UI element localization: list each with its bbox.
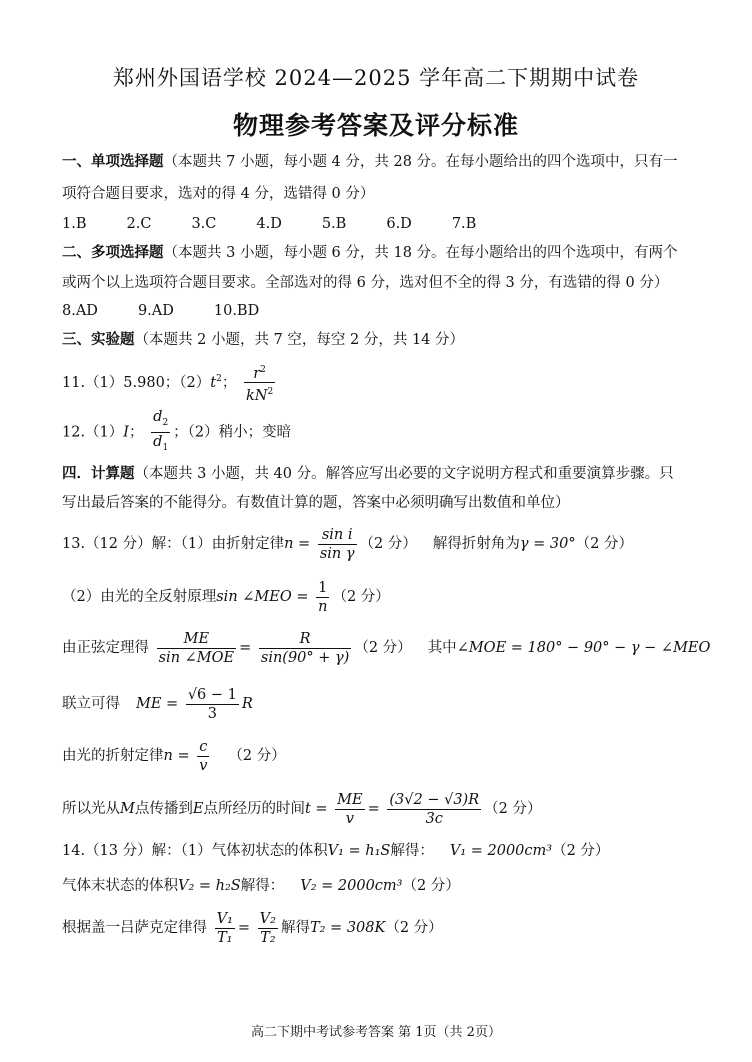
sec2-desc-line2: 或两个以上选项符合题目要求。全部选对的得 6 分，选对但不全的得 3 分，有选错的得 0 分）: [62, 275, 669, 291]
q13-line2: （2）由光的全反射原理sin ∠MEO = $\frac{1}{n}$ （2 分）: [62, 579, 390, 615]
q12-fraction: $\frac{d_2}{d_1}$: [153, 409, 169, 453]
answer-6: 6.D: [386, 216, 412, 232]
sec4-desc-line2: 写出最后答案的不能得分。有数值计算的题，答案中必须明确写出数值和单位）: [62, 495, 570, 511]
q13-line4: 联立可得 ME = $\frac{√6 - 1}{3}$ R: [62, 686, 253, 722]
q11-answer: 11.（1）5.980；$(2)t^2$； $\frac{r^2}{kN^2}$: [62, 357, 278, 405]
page-footer: 高二下期中考试参考答案 第 1页（共 2页）: [251, 1025, 501, 1040]
answer-10: 10.BD: [213, 303, 260, 319]
sec4-desc-line1: 四．计算题（本题共 3 小题，共 40 分。解答应写出必要的文字说明方程式和重要演算步骤。只: [62, 466, 674, 482]
q13-line3: 由正弦定理得 $\frac{ME}{\text{sin ∠MOE}}$ = $\frac{R}{\sin(90^\circ + \gamma)}$ （2 分） 其中∠MOE = 180° − 90° − γ − ∠MEO: [62, 630, 711, 666]
answer-9: 9.AD: [137, 303, 174, 319]
sec3-heading: 三、实验题: [62, 332, 135, 348]
q14-line3: 根据盖一吕萨克定律得 $\frac{\text{V₁}}{\text{T₁}}$ = $\frac{\text{V₂}}{\text{T₂}}$ 解得T₂ = 308K（2 分）: [62, 910, 443, 946]
answer-1: 1.B: [62, 216, 87, 232]
sec2-desc-line1: 二、多项选择题（本题共 3 小题，每小题 6 分，共 18 分。在每小题给出的四个选项中，有两个: [62, 245, 678, 261]
q14-line1: 14.（13 分）解：（1）气体初状态的体积V₁ = h₁S解得： V₁ = 2000cm³（2 分）: [62, 843, 610, 859]
answer-4: 4.D: [256, 216, 282, 232]
answer-3: 3.C: [191, 216, 217, 232]
sec3-desc: 三、实验题（本题共 2 小题，共 7 空，每空 2 分，共 14 分）: [62, 332, 464, 348]
q12-answer: 12.（1）I； $\frac{d_2}{d_1}$ ；（2）稍小；变暗: [62, 408, 291, 457]
answer-5: 5.B: [321, 216, 347, 232]
sec1-answers: [62, 214, 476, 234]
sec2-heading: 二、多项选择题: [62, 245, 164, 261]
sec2-answers: [62, 301, 259, 321]
answer-key-title: 物理参考答案及评分标准: [232, 111, 519, 140]
sec1-desc-line1: 一、单项选择题（本题共 7 小题，每小题 4 分，共 28 分。在每小题给出的四个选项中，只有一: [62, 154, 678, 170]
exam-title: 郑州外国语学校 2024—2025 学年高二下期期中试卷: [112, 66, 640, 90]
q11-fraction: $\frac{r^2}{kN^2}$: [244, 361, 275, 406]
q13-line6: 所以光从M点传播到E点所经历的时间t = $\frac{ME}{v}$ = $\frac{(3√2 - √3)R}{3c}$ （2 分）: [62, 791, 542, 827]
q13-line5: 由光的折射定律n = $\frac{c}{v}$ （2 分）: [62, 738, 286, 774]
sec4-heading: 四．计算题: [62, 466, 135, 482]
sec1-heading: 一、单项选择题: [62, 154, 164, 170]
answer-8: 8.AD: [62, 303, 98, 319]
answer-2: 2.C: [126, 216, 152, 232]
q13-line1: 13.（12 分）解：（1）由折射定律n = $\frac{\text{sin i}}{\text{sin γ}}$ （2 分） 解得折射角为γ = 30°（2 分）: [62, 526, 633, 562]
q14-line2: 气体末状态的体积V₂ = h₂S解得： V₂ = 2000cm³（2 分）: [62, 878, 460, 894]
sec1-desc-line2: 项符合题目要求，选对的得 4 分，选错得 0 分）: [62, 186, 375, 202]
answer-7: 7.B: [451, 216, 477, 232]
